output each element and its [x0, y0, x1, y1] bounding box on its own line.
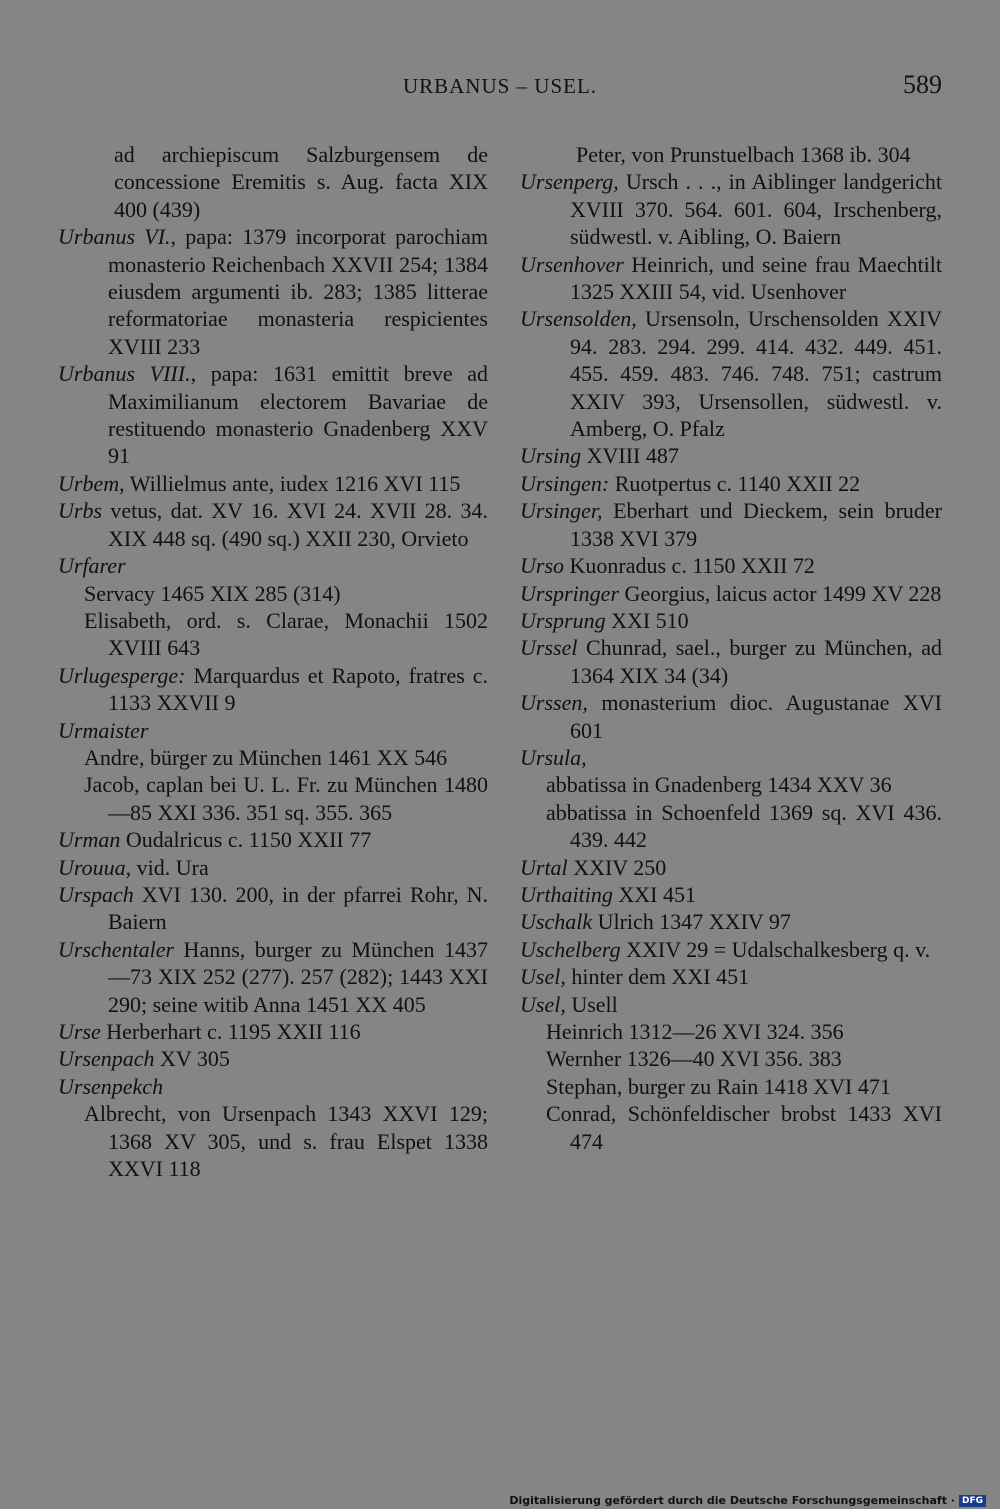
- entry-text: Heinrich 1312—26 XVI 324. 356: [546, 1019, 844, 1044]
- index-entry: [520, 854, 942, 881]
- entry-text: Usell: [565, 991, 618, 1017]
- entry-text: Wernher 1326—40 XVI 356. 383: [546, 1046, 842, 1072]
- entry-text: Herberhart c. 1195 XXII 116: [100, 1019, 361, 1044]
- entry-text: Ruotpertus c. 1140 XXII 22: [609, 470, 861, 496]
- entry-text: Georgius, laicus actor 1499 XV 228: [619, 580, 942, 606]
- index-entry: [58, 936, 488, 1018]
- continued-entry: [58, 141, 488, 223]
- index-entry: [520, 168, 942, 250]
- index-entry: [520, 744, 942, 771]
- index-entry: [520, 580, 942, 607]
- entry-text: Conrad, Schönfeldischer brobst 1433 XVI 474: [546, 1101, 942, 1154]
- footer-credit: Digitalisierung gefördert durch die Deutsche Forschungsgemeinschaft ·: [509, 1494, 955, 1507]
- entry-headword: Ursula,: [520, 744, 587, 770]
- left-column: [58, 141, 488, 1182]
- entry-headword: Ursing: [520, 443, 582, 469]
- entry-text: Ulrich 1347 XXIV 97: [592, 909, 791, 935]
- entry-headword: Urmaister: [58, 717, 149, 743]
- entry-headword: Ursingen:: [520, 470, 610, 496]
- entry-headword: Urtal: [520, 854, 568, 880]
- entry-headword: Urlugesperge:: [58, 662, 186, 688]
- index-entry: [520, 442, 942, 469]
- entry-headword: Urse: [58, 1019, 101, 1044]
- entry-headword: Ursenperg,: [520, 169, 619, 195]
- index-entry: [520, 689, 942, 744]
- entry-headword: Uschalk: [520, 909, 593, 935]
- index-entry: [520, 607, 942, 634]
- sub-entry: [58, 744, 488, 771]
- entry-text: Hanns, burger zu München 1437—73 XIX 252 (277). 257 (282); 1443 XXI 290; seine witib Anna 1451 XX 405: [108, 936, 488, 1017]
- entry-text: hinter dem XXI 451: [565, 964, 750, 990]
- sub-entry: [520, 1073, 942, 1100]
- entry-text: Elisabeth, ord. s. Clarae, Monachii 1502 XVIII 643: [84, 607, 488, 661]
- entry-text: Heinrich, und seine frau Maechtilt 1325 XXIII 54, vid. Usenhover: [570, 251, 942, 305]
- entry-text: XVI 130. 200, in der pfarrei Rohr, N. Baiern: [108, 881, 488, 935]
- index-entry: [58, 552, 488, 579]
- entry-text: Oudalricus c. 1150 XXII 77: [120, 827, 372, 853]
- sub-entry: [520, 771, 942, 798]
- entry-text: monasterium dioc. Augustanae XVI 601: [570, 690, 942, 743]
- index-entry: [58, 826, 488, 853]
- entry-headword: Urspringer: [520, 580, 620, 606]
- entry-text: Albrecht, von Ursenpach 1343 XXVI 129; 1368 XV 305, und s. frau Elspet 1338 XXVI 118: [84, 1101, 488, 1182]
- entry-headword: Urso: [520, 553, 565, 579]
- entry-text: vetus, dat. XV 16. XVI 24. XVII 28. 34. XIX 448 sq. (490 sq.) XXII 230, Orvieto: [102, 498, 488, 551]
- entry-headword: Uschelberg: [520, 936, 621, 962]
- index-entry: [520, 908, 942, 935]
- entry-text: Marquardus et Rapoto, fratres c. 1133 XXVII 9: [108, 662, 488, 716]
- sub-entry: [58, 771, 488, 826]
- entry-text: , papa: 1631 emittit breve ad Maximilianum electorem Bavariae de restituendo monasterio Gnadenberg XXV 91: [108, 361, 488, 469]
- entry-headword: Ursenpekch: [58, 1073, 164, 1099]
- index-entry: [58, 1018, 488, 1045]
- entry-text: XXIV 250: [567, 854, 667, 880]
- entry-text: XXI 510: [605, 607, 689, 633]
- entry-text: , papa: 1379 incorporat parochiam monasterio Reichenbach XXVII 254; 1384 eiusdem argumenti ib. 283; 1385 litterae reformatoriae monasteria respicientes XVIII 233: [108, 224, 488, 359]
- sub-entry: [58, 607, 488, 662]
- sub-entry: [58, 1100, 488, 1182]
- sub-entry: [520, 1018, 942, 1045]
- index-entry: [520, 634, 942, 689]
- sub-entry: [520, 799, 942, 854]
- right-column: [520, 141, 942, 1155]
- index-entry: [58, 497, 488, 552]
- entry-text: Peter, von Prunstuelbach 1368 ib. 304: [576, 142, 911, 167]
- running-header: URBANUS – USEL.: [402, 74, 598, 98]
- index-entry: [520, 963, 942, 990]
- footer: [509, 1494, 986, 1507]
- entry-headword: Urssen,: [520, 690, 588, 716]
- entry-headword: Urssel: [520, 635, 578, 661]
- entry-headword: Ursinger,: [520, 498, 603, 524]
- entry-headword: Ursenhover: [520, 251, 624, 277]
- entry-headword: Usel,: [520, 991, 566, 1017]
- entry-headword: Urthaiting: [520, 881, 613, 907]
- entry-headword: Urbem: [58, 470, 120, 496]
- sub-entry: [58, 580, 488, 607]
- entry-text: Servacy 1465 XIX 285 (314): [84, 580, 341, 606]
- index-entry: [58, 881, 488, 936]
- index-entry: [58, 1045, 488, 1072]
- entry-text: Ursensoln, Urschensolden XXIV 94. 283. 294. 299. 414. 432. 449. 451. 455. 459. 483. 746. 748. 751; castrum XXIV 393, Ursensollen, südwestl. v. Amberg, O. Pfalz: [570, 306, 942, 442]
- entry-headword: Urbs: [58, 498, 103, 524]
- index-entry: [520, 552, 942, 579]
- index-entry: [520, 470, 942, 497]
- entry-text: Kuonradus c. 1150 XXII 72: [564, 553, 815, 579]
- index-entry: [58, 1073, 488, 1100]
- index-entry: [520, 497, 942, 552]
- entry-text: Jacob, caplan bei U. L. Fr. zu München 1480—85 XXI 336. 351 sq. 355. 365: [84, 772, 488, 825]
- index-entry: [520, 936, 942, 963]
- entry-text: Stephan, burger zu Rain 1418 XVI 471: [546, 1073, 891, 1099]
- index-entry: [58, 717, 488, 744]
- entry-text: XV 305: [154, 1046, 230, 1072]
- entry-headword: Urman: [58, 827, 121, 853]
- entry-text: vid. Ura: [131, 854, 209, 880]
- entry-headword: Urfarer: [58, 553, 126, 579]
- entry-headword: Ursprung: [520, 607, 606, 633]
- sub-entry: [520, 1100, 942, 1155]
- dfg-logo: DFG: [959, 1495, 986, 1507]
- continued-entry: [520, 141, 942, 168]
- entry-text: ad archiepiscum Salzburgensem de concessione Eremitis s. Aug. facta XIX 400 (439): [114, 142, 488, 222]
- entry-text: XVIII 487: [581, 443, 679, 469]
- index-entry: [520, 305, 942, 442]
- index-entry: [58, 854, 488, 881]
- entry-text: abbatissa in Gnadenberg 1434 XXV 36: [546, 772, 892, 798]
- entry-headword: Urschentaler: [58, 936, 175, 962]
- sub-entry: [520, 1045, 942, 1072]
- entry-headword: Urouua,: [58, 854, 132, 880]
- entry-text: XXIV 29 = Udalschalkesberg q. v.: [620, 936, 931, 962]
- entry-headword: Urbanus VI.: [58, 224, 171, 250]
- entry-text: Ursch . . ., in Aiblinger landgericht XVIII 370. 564. 601. 604, Irschenberg, südwestl. v. Aibling, O. Baiern: [570, 169, 942, 250]
- page-number: 589: [903, 70, 942, 99]
- entry-headword: Ursenpach: [58, 1046, 155, 1072]
- index-entry: [58, 662, 488, 717]
- entry-text: XXI 451: [612, 881, 697, 907]
- index-entry: [520, 251, 942, 306]
- entry-headword: Ursensolden,: [520, 306, 637, 332]
- entry-text: Chunrad, sael., burger zu München, ad 1364 XIX 34 (34): [570, 635, 942, 688]
- entry-text: abbatissa in Schoenfeld 1369 sq. XVI 436. 439. 442: [546, 799, 942, 853]
- entry-headword: Urbanus VIII.: [58, 361, 191, 387]
- index-entry: [520, 991, 942, 1018]
- entry-text: Andre, bürger zu München 1461 XX 546: [84, 744, 448, 770]
- index-entry: [58, 360, 488, 470]
- index-entry: [58, 470, 488, 497]
- entry-headword: Usel,: [520, 964, 566, 990]
- entry-headword: Urspach: [58, 881, 134, 907]
- index-entry: [58, 223, 488, 360]
- entry-text: , Willielmus ante, iudex 1216 XVI 115: [119, 470, 461, 496]
- index-entry: [520, 881, 942, 908]
- entry-text: Eberhart und Dieckem, sein bruder 1338 XVI 379: [570, 498, 942, 551]
